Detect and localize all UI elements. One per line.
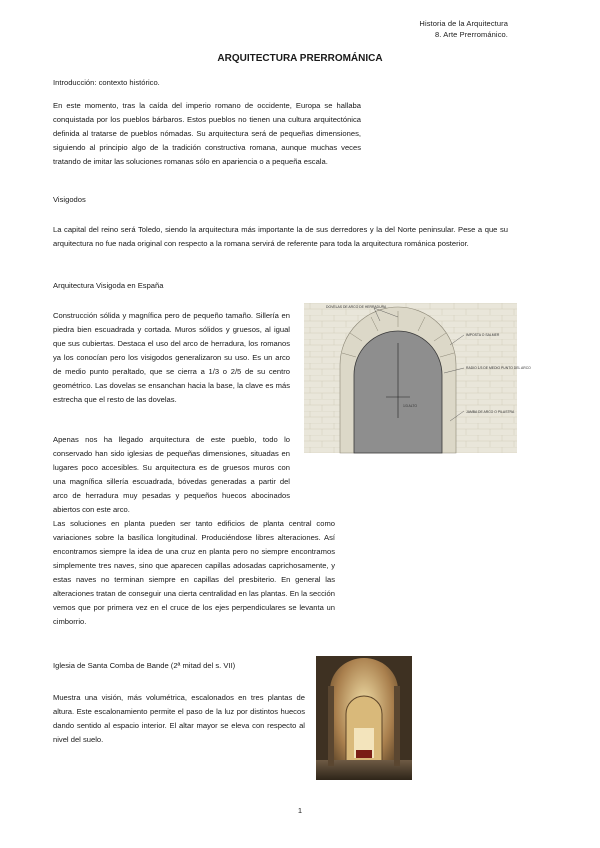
visigodos-heading: Visigodos bbox=[53, 195, 86, 204]
espana-heading: Arquitectura Visigoda en España bbox=[53, 281, 164, 290]
label-dovelas: DOVELAS DE ARCO DE HERRADURA bbox=[326, 305, 387, 309]
header-course: Historia de la Arquitectura bbox=[419, 19, 508, 28]
page-number: 1 bbox=[297, 806, 303, 815]
espana-paragraph-3: Las soluciones en planta pueden ser tanto edificios de planta central como variaciones sobre la basílica longitudinal. Produciéndose libres alteraciones. Así encontramos siempre la idea de una cruz en planta pero no siempre encontramos simplemente tres naves, sino que aparecen capillas adosadas caprichosamente, y estas naves no terminan siempre en capillas del presbiterio. En general las alteraciones tratan de conseguir una cierta centralidad en las plantas. En la sección vemos que por primera vez en el cruce de los ejes perpendiculares se levanta un cimborrio. bbox=[53, 519, 335, 626]
running-header bbox=[419, 18, 508, 40]
altar bbox=[356, 750, 372, 758]
right-column bbox=[394, 686, 400, 766]
santa-comba-paragraph: Muestra una visión, más volumétrica, escalonados en tres plantas de altura. Este escalonamiento permite el paso de la luz por distintos huecos dando sentido al espacio interior. El altar mayor se eleva con respecto al nivel del suelo. bbox=[53, 693, 305, 744]
espana-paragraph-1: Construcción sólida y magnífica pero de pequeño tamaño. Sillería en piedra bien escuadrada y cortada. Muros sólidos y gruesos, al igual que sus cubiertas. Destaca el uso del arco de herradura, los romanos ya los conocían pero los visigodos generalizaron su uso. Es un arco de medio punto peraltado, que se cierra a 1/3 o 2/5 de su centro geométrico. Las dovelas se ensanchan hacia la base, la clave es más estrecha que el resto de las dovelas. bbox=[53, 311, 290, 404]
label-altura: 1/3 ALTO bbox=[403, 404, 418, 408]
page-title: ARQUITECTURA PRERROMÁNICA bbox=[217, 53, 383, 64]
left-column bbox=[328, 686, 334, 766]
santa-comba-photo bbox=[316, 656, 412, 780]
header-chapter: 8. Arte Prerrománico. bbox=[435, 30, 508, 39]
intro-paragraph: En este momento, tras la caída del imperio romano de occidente, Europa se hallaba conquistada por los pueblos bárbaros. Estos pueblos no tienen una cultura arquitectónica definida al tratarse de pueblos nómadas. Su arquitectura será de pequeñas dimensiones, siguiendo al principio algo de la tradición constructiva romana, aunque muchas veces tratando de imitar las soluciones romanas sólo en apariencia o a pequeña escala. bbox=[53, 101, 361, 166]
label-radio: RADIO 1/3 DE MEDIO PUNTO DEL ARCO bbox=[466, 366, 531, 370]
intro-heading: Introducción: contexto histórico. bbox=[53, 78, 160, 87]
santa-comba-heading: Iglesia de Santa Comba de Bande (2ª mitad del s. VII) bbox=[53, 661, 236, 670]
horseshoe-arch-diagram bbox=[304, 303, 531, 453]
label-imposta: IMPOSTA O SALMER bbox=[466, 333, 500, 337]
visigodos-paragraph: La capital del reino será Toledo, siendo la arquitectura más importante la de sus derredores y la del Norte peninsular. Pese a que su arquitectura no fue nada original con respecto a la romana servirá de referente para toda la arquitectura románica posterior. bbox=[53, 225, 508, 248]
espana-paragraph-2: Apenas nos ha llegado arquitectura de este pueblo, todo lo conservado han sido iglesias de pequeñas dimensiones, situadas en lugares poco accesibles. Su arquitectura es de gruesos muros con una magnífica sillería escuadrada, bóvedas generadas a partir del arco de herradura muy pesadas y pequeños huecos abocinados abiertos con este arco. bbox=[53, 435, 290, 514]
label-jamba: JAMBA DE ARCO O PILASTRA bbox=[466, 410, 515, 414]
